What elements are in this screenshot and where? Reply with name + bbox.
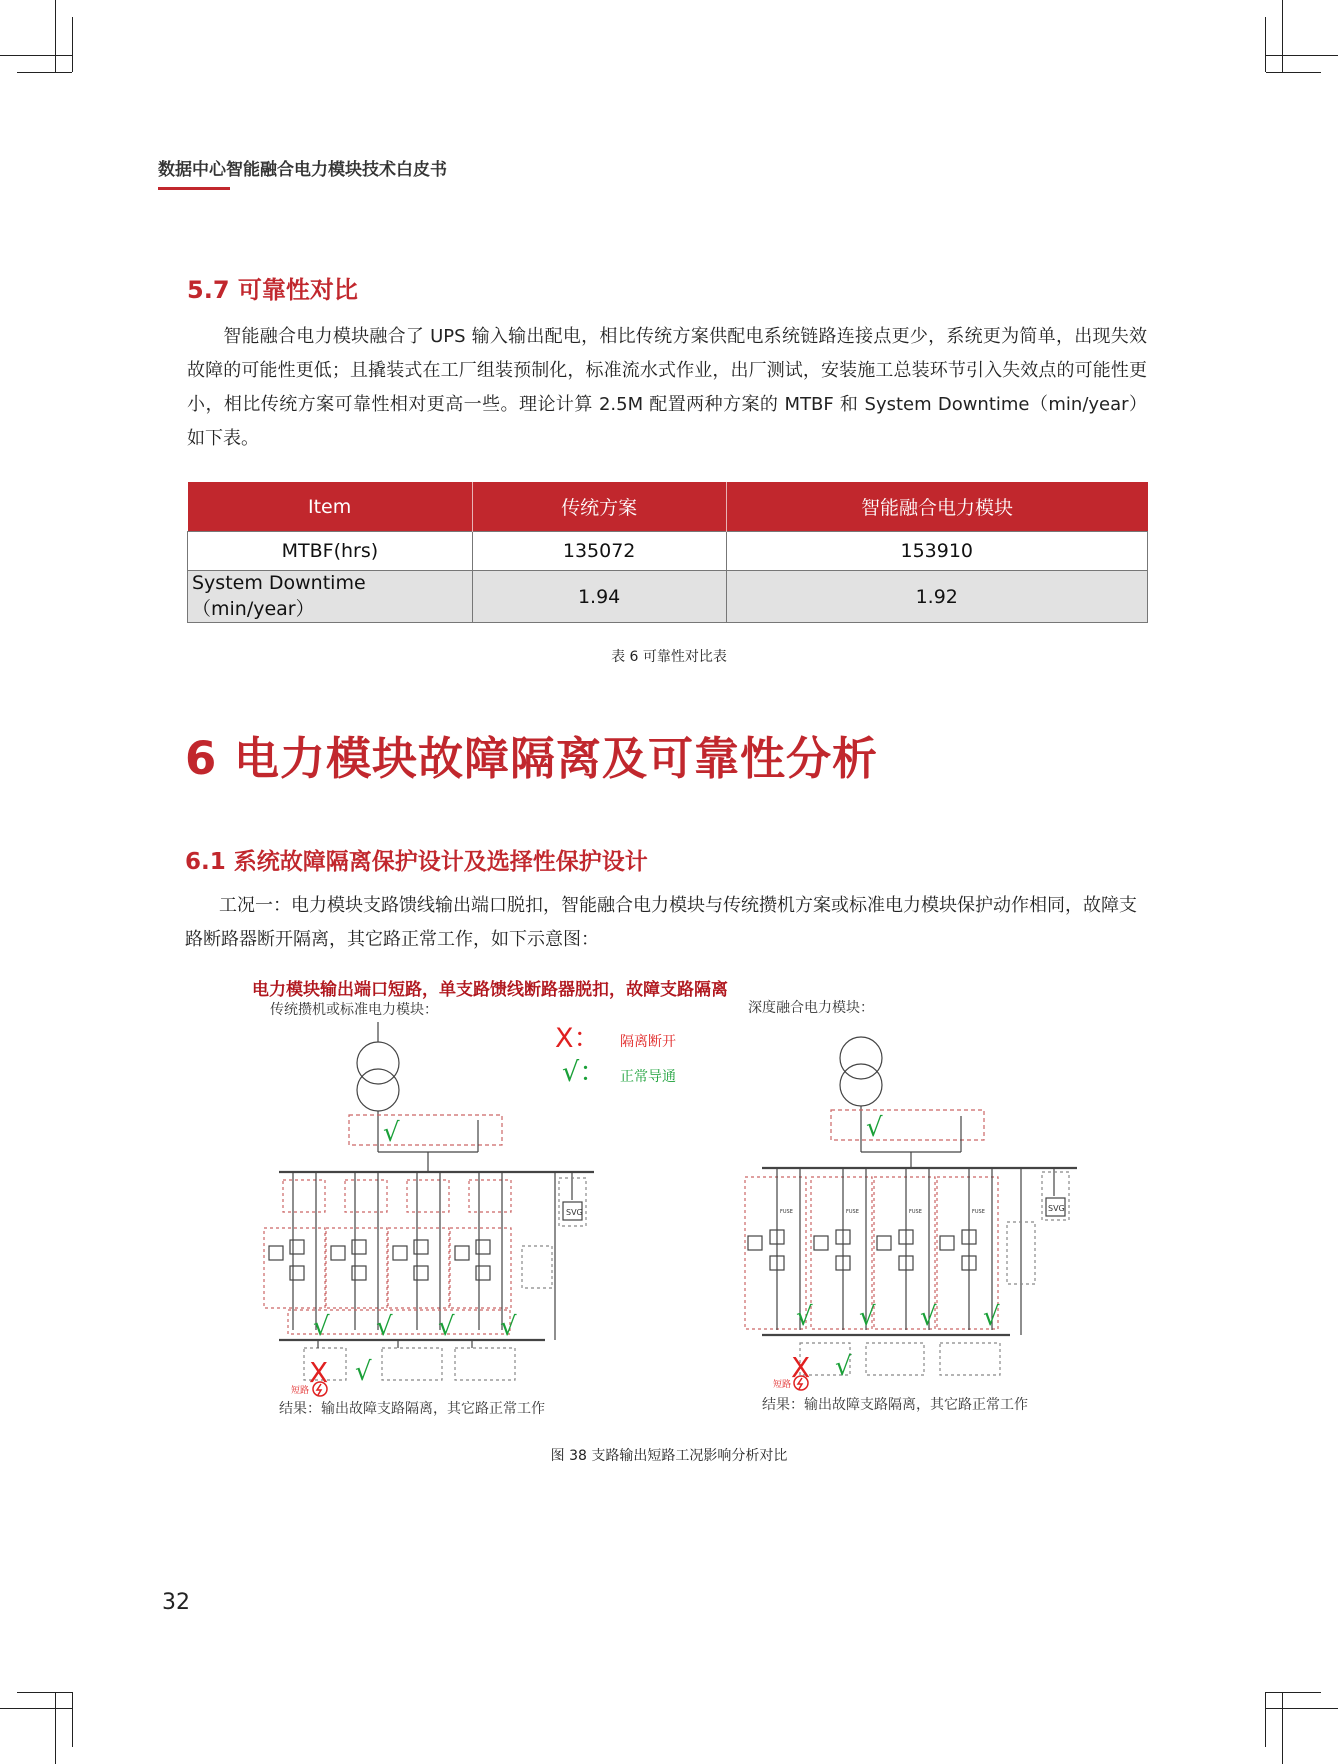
table-caption: 表 6 可靠性对比表 (611, 649, 727, 665)
ok-check-icon: √ (859, 1302, 876, 1332)
transformer-icon (357, 1022, 399, 1128)
table-cell: 135072 (472, 532, 726, 571)
input-breaker-box (349, 1115, 502, 1145)
ok-check-icon: √ (313, 1312, 330, 1342)
ups-module-branch (326, 1172, 387, 1330)
fuse-label: FUSE (909, 1209, 922, 1215)
ok-check-icon: √ (355, 1357, 372, 1387)
table-cell: 153910 (726, 532, 1148, 571)
fault-x-icon: X (791, 1351, 811, 1384)
ok-check-icon: √ (920, 1302, 937, 1332)
figure-right-label: 深度融合电力模块： (748, 1000, 874, 1016)
figure-left-label: 传统攒机或标准电力模块： (270, 1002, 438, 1018)
running-title: 数据中心智能融合电力模块技术白皮书 (158, 160, 447, 180)
legend-check-text: 正常导通 (620, 1069, 676, 1085)
short-label: 短路 (773, 1380, 792, 1390)
result-left: 结果：输出故障支路隔离，其它路正常工作 (279, 1401, 545, 1417)
section-6-1-heading: 6.1 系统故障隔离保护设计及选择性保护设计 (185, 849, 648, 875)
result-right: 结果：输出故障支路隔离，其它路正常工作 (762, 1397, 1028, 1413)
figure-caption: 图 38 支路输出短路工况影响分析对比 (550, 1448, 788, 1464)
fuse-label: FUSE (972, 1209, 985, 1215)
table-header-cell: Item (188, 482, 473, 532)
ok-check-icon: √ (983, 1302, 1000, 1332)
ok-check-icon: √ (383, 1118, 400, 1148)
legend-x-symbol: X： (555, 1023, 601, 1054)
fuse-label: FUSE (846, 1209, 859, 1215)
table-cell: 1.94 (472, 571, 726, 623)
section-5-7-heading: 5.7 可靠性对比 (187, 276, 358, 304)
ups-module-branch (450, 1172, 511, 1330)
ok-check-icon: √ (835, 1352, 852, 1382)
table-cell: MTBF(hrs) (188, 532, 473, 571)
ups-module-branch (264, 1172, 325, 1330)
ok-check-icon: √ (438, 1312, 455, 1342)
section-5-7-text: 智能融合电力模块融合了 UPS 输入输出配电，相比传统方案供配电系统链路连接点更少，系统更为简单，出现失效故障的可能性更低；且撬装式在工厂组装预制化，标准流水式作业，出厂测试，安装施工总装环节引入失效点的可能性更小，相比传统方案可靠性相对更高一些。理论计算 2.5M 配置两种方案的 MTBF 和 System Downtime（min/year）如下表。 (187, 326, 1147, 449)
table-header-cell: 智能融合电力模块 (726, 482, 1148, 532)
table-cell: System Downtime（min/year） (188, 571, 473, 623)
legend-x-text: 隔离断开 (620, 1034, 676, 1050)
table-cell: 1.92 (726, 571, 1148, 623)
section-6-1-text: 工况一：电力模块支路馈线输出端口脱扣，智能融合电力模块与传统攒机方案或标准电力模块保护动作相同，故障支路断路器断开隔离，其它路正常工作，如下示意图： (185, 895, 1137, 950)
ok-check-icon: √ (866, 1113, 883, 1143)
ok-check-icon: √ (376, 1312, 393, 1342)
svg-device-label: SVG (566, 1208, 583, 1217)
legend-check-symbol: √： (562, 1057, 607, 1088)
ok-check-icon: √ (500, 1312, 517, 1342)
chapter-6-heading: 6 电力模块故障隔离及可靠性分析 (185, 732, 878, 785)
svg-device-label: SVG (1048, 1204, 1065, 1213)
fuse-label: FUSE (780, 1209, 793, 1215)
fault-x-icon: X (309, 1356, 329, 1389)
page-number: 32 (162, 1590, 190, 1615)
figure-title: 电力模块输出端口短路，单支路馈线断路器脱扣，故障支路隔离 (252, 980, 728, 1000)
ok-check-icon: √ (796, 1302, 813, 1332)
ups-module-branch (388, 1172, 449, 1330)
short-label: 短路 (291, 1386, 310, 1396)
table-header-cell: 传统方案 (472, 482, 726, 532)
